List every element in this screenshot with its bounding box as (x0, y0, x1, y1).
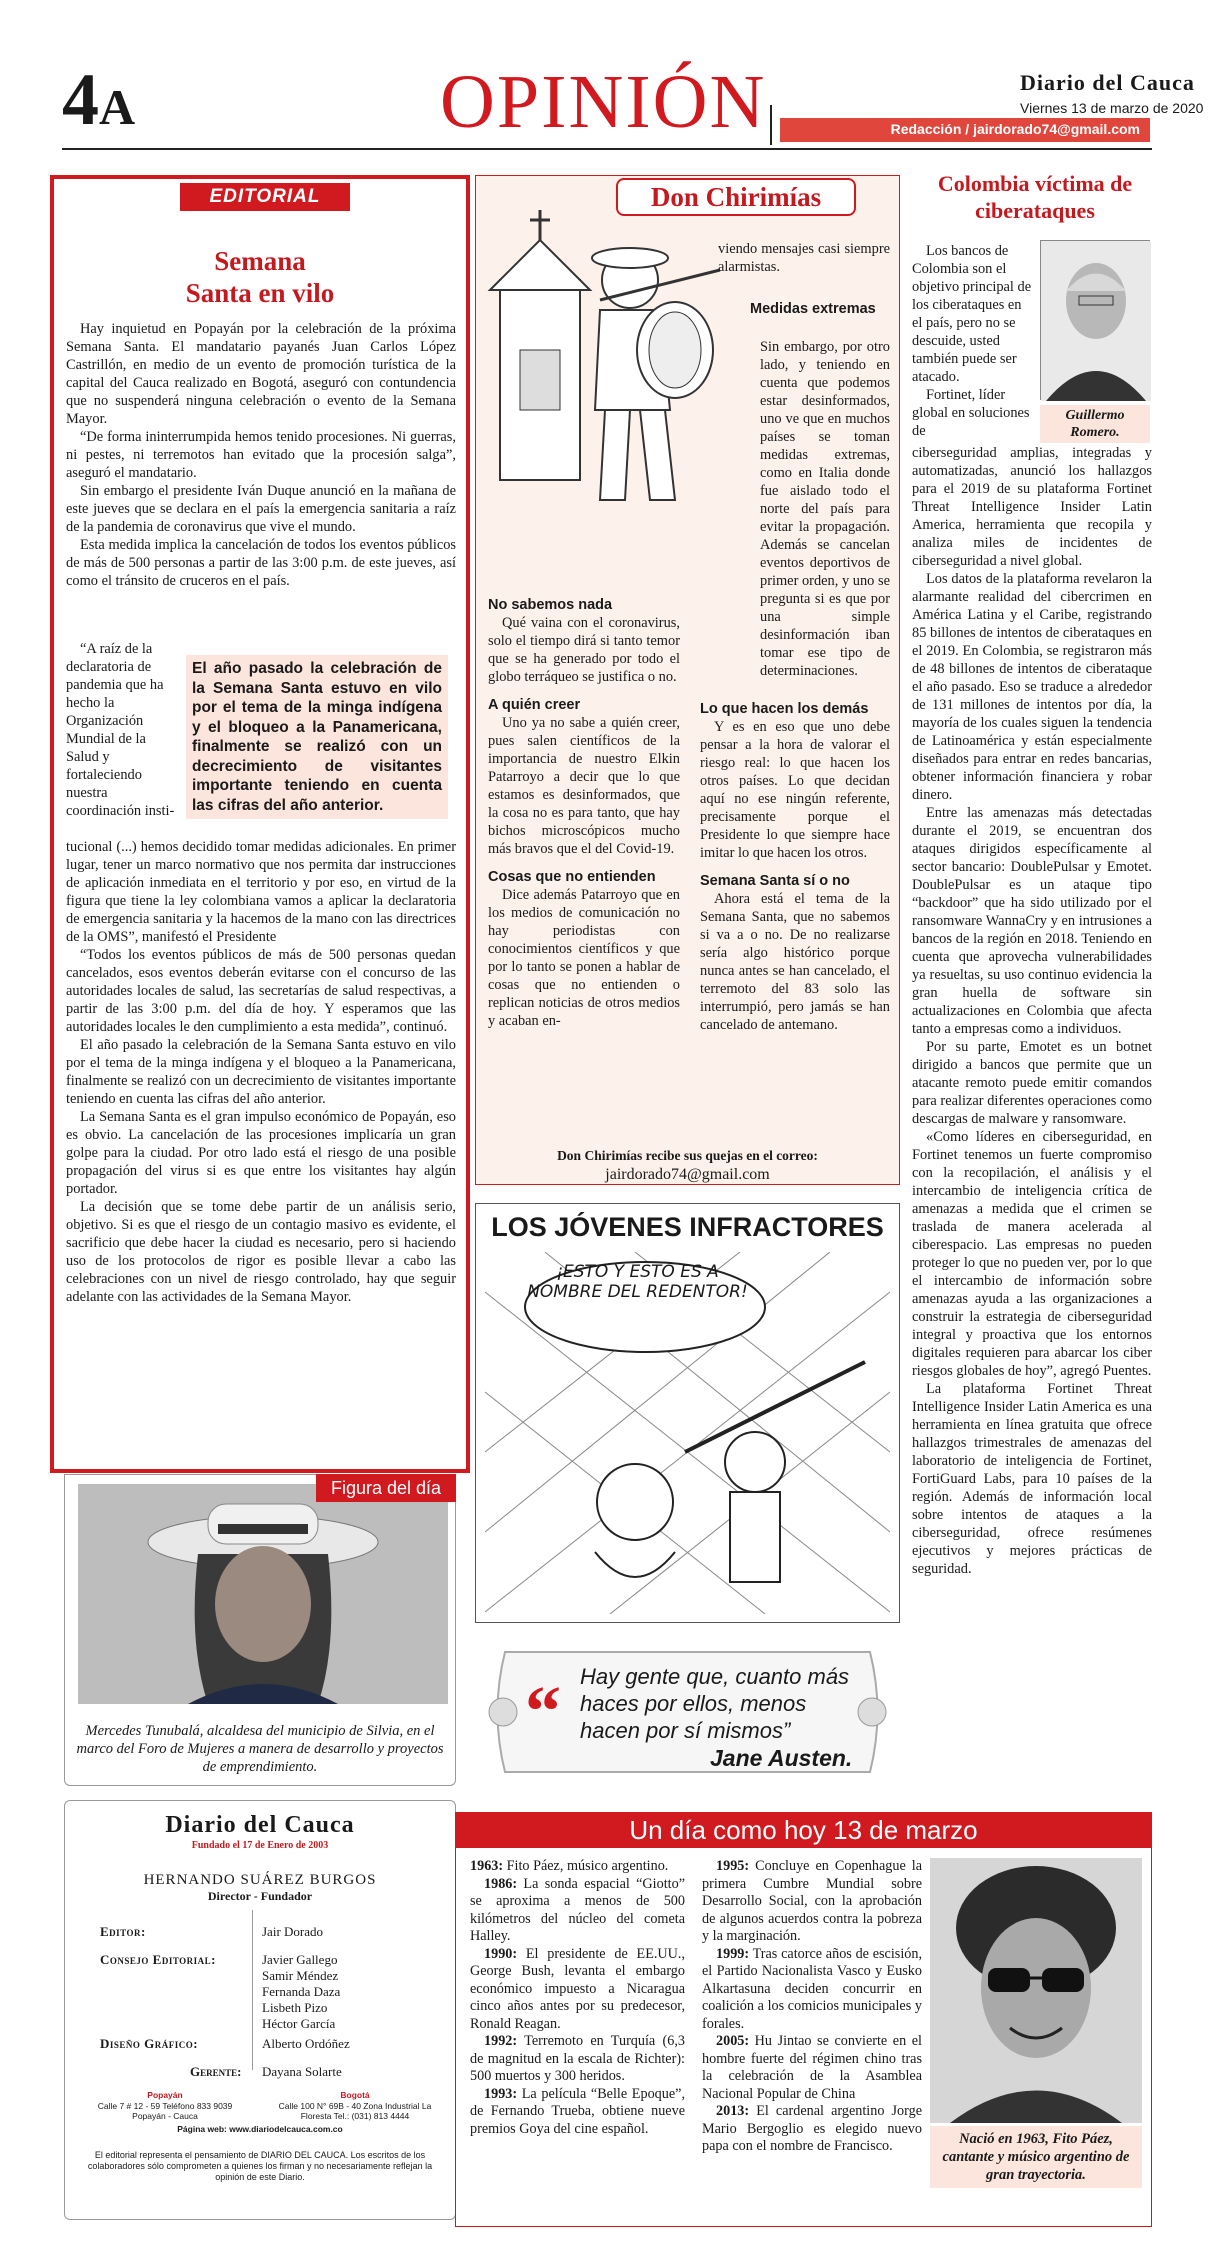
hoy-middle-column (702, 1858, 922, 2156)
quote-text: Hay gente que, cuanto más haces por ellos, menos hacen por sí mismos” (580, 1664, 850, 1743)
section-title: OPINIÓN (440, 60, 767, 144)
masthead-diseno-label: Diseño Gráfico: (100, 2036, 199, 2051)
hoy-entry: 1990: El presidente de EE.UU., George Bush, levanta el embargo económico impuesto a Nicaragua cinco años antes por su predecesor, Ronald Reagan. (470, 1945, 685, 2032)
chirimias-paragraph: Ahora está el tema de la Semana Santa, que no sabemos si va a o no. De no realizarse sería algo histórico porque nunca antes se han cancelado, el terremoto del 83 solo las interrumpió, pero jamás se han cancelado de antemano. (700, 891, 890, 1033)
hoy-entry: 2013: El cardenal argentino Jorge Mario Bergoglio es elegido nuevo papa con el nombre de Francisco. (702, 2103, 922, 2154)
chirimias-left-column (488, 596, 680, 1030)
hoy-entry: 1993: La película “Belle Epoque”, de Fernando Trueba, obtiene nueve premios Goya del cine español. (470, 2085, 685, 2137)
hoy-entry: 2005: Hu Jintao se convierte en el hombre fuerte del régimen chino tras la celebración de la Asamblea Nacional Popular de China (702, 2033, 922, 2102)
column-paragraph: Entre las amenazas más detectadas durante el 2019, se encuentran dos ataques dirigidos específicamente al sector bancario: DoublePulsar y Emotet. DoublePulsar es un ataque tipo “backdoor” que ha sido utilizado por el ransomware WannaCry y en intrusiones a bancos de la región en 2018. Teniendo en cuenta que aprovecha vulnerabilidades ya resueltas, su uso continuo evidencia la gran huella de software sin actualizaciones en Colombia que afecta tanto a empresas como a individuos. (912, 805, 1152, 1037)
column-title: Colombia víctima de ciberataques (937, 171, 1133, 223)
chirimias-heading: Lo que hacen los demás (700, 701, 869, 717)
hoy-entry: 1995: Concluye en Copenhague la primera Cumbre Mundial sobre Desarrollo Social, con la aprobación de algunos acuerdos contra la pobreza y la marginación. (702, 1858, 922, 1944)
hoy-photo (930, 1858, 1142, 2123)
column-body (912, 444, 1152, 1578)
masthead-founded: Fundado el 17 de Enero de 2003 (191, 1840, 329, 1851)
hoy-caption: Nació en 1963, Fito Páez, cantante y músico argentino de gran trayectoria. (930, 2126, 1142, 2188)
masthead-gerente-label: Gerente: (190, 2064, 242, 2079)
chirimias-footer: Don Chirimías recibe sus quejas en el correo: (557, 1148, 818, 1163)
chirimias-heading: Semana Santa sí o no (700, 873, 850, 889)
masthead-diseno: Alberto Ordóñez (262, 2036, 350, 2051)
editorial-paragraph: La Semana Santa es el gran impulso económico de Popayán, eso es obvio. La cancelación de las procesiones implicaría un gran golpe para la ciudad. Por otro lado está el riesgo de una posible propagación del virus si es que entre los visitantes hay algún portador. (66, 1109, 456, 1197)
chirimias-title: Don Chirimías (616, 178, 856, 216)
editorial-pullquote: El año pasado la celebración de la Semana Santa estuvo en vilo por el tema de la minga indígena y el bloqueo a la Panamericana, finalmente se realizó con un decrecimiento de visitantes importante teniendo en cuenta las cifras del año anterior. (186, 655, 448, 819)
chirimias-email-link[interactable]: jairdorado74@gmail.com (605, 1166, 770, 1183)
column-paragraph: La plataforma Fortinet Threat Intelligence Insider Latin America es una herramienta en línea gratuita que ofrece hallazgos trimestrales de amenazas del laboratorio de inteligencia de Fortinet, FortiGuard Labs, para 10 países de la región. Además de información local sobre intentos de ataques a la ciberseguridad, ofrece resúmenes ejecutivos y mejores prácticas de seguridad. (912, 1381, 1152, 1577)
chirimias-right-column (700, 700, 890, 1034)
masthead-editor-label: Editor: (100, 1924, 146, 1939)
header-rule (62, 148, 1152, 150)
masthead-consejo-list: Javier Gallego Samir Méndez Fernanda Daza Lisbeth Pizo Héctor García (262, 1952, 341, 2031)
quote-mark-icon: “ (525, 1671, 561, 1751)
editorial-body-top (66, 320, 456, 590)
caricature-drawing (485, 1252, 890, 1614)
editorial-paragraph: Sin embargo el presidente Iván Duque anunció en la mañana de este jueves que se declara en el país la emergencia sanitaria a raíz de la pandemia de coronavirus que vive el mundo. (66, 483, 456, 535)
editorial-paragraph: tucional (...) hemos decidido tomar medidas adicionales. En primer lugar, tener un marco normativo que nos permita dar instrucciones de aplicación inmediata en el territorio y por eso, en virtud de la figura que tiene la ley colombiana vamos a aplicar la declaratoria de emergencia sanitaria y la hacemos de la mano con las directrices de la OMS”, manifestó el Presidente (66, 839, 456, 945)
hoy-entry: 1999: Tras catorce años de escisión, el Partido Nacionalista Vasco y Eusko Alkartasuna deciden concurrir en coalición a los comicios municipales y forales. (702, 1945, 922, 2032)
masthead-addresses: Popayán Calle 7 # 12 - 59 Teléfono 833 9039 Popayán - Cauca Bogotá Calle 100 N° 69B - 40 Zona Industrial La Floresta Tel.: (031) 813 4444 Página web: www.diariodelcauca.com.co (80, 2090, 440, 2134)
hoy-left-column (470, 1858, 685, 2138)
editorial-title: Semana Santa en vilo (185, 246, 335, 308)
hoy-entry: 1992: Terremoto en Turquía (6,3 de magnitud en la escala de Richter): 500 muertos y 300 heridos. (470, 2033, 685, 2084)
column-paragraph: ciberseguridad amplias, integradas y automatizadas, anunció los hallazgos para el 2019 de su plataforma Fortinet Threat Intelligence Insider Latin America, herramienta que recopila y analiza miles de incidentes de ciberseguridad a nivel global. (912, 445, 1152, 569)
chirimias-paragraph: Y es en eso que uno debe pensar a la hora de valorar el riesgo real: lo que hacen los otros países. Lo que decidan aquí no ese ningún referente, precisamente porque el Presidente lo que siempre hace imitar lo que hacen los otros. (700, 719, 890, 861)
caricature-title: LOS JÓVENES INFRACTORES (491, 1212, 884, 1242)
column-narrow-text: Los bancos de Colombia son el objetivo principal de los ciberataques en el país, pero no se descuide, usted también puede ser atacado. Fortinet, líder global en soluciones de (912, 243, 1032, 439)
chirimias-medidas: Sin embargo, por otro lado, y teniendo en cuenta que podemos estar desinformados, uno ve que en muchos países se toman medidas extremas, como en Italia donde fue aislado todo el norte del país para evitar la propagación. Además se cancelan eventos deportivos de primer orden, y uno se pregunta si es que por una simple desinformación iban tomar ese tipo de determinaciones. (760, 339, 890, 679)
masthead-gerente: Dayana Solarte (262, 2064, 342, 2079)
masthead-logo: Diario del Cauca (165, 1812, 355, 1838)
newspaper-logo: Diario del Cauca (1020, 70, 1195, 95)
hoy-entry: 1986: La sonda espacial “Giotto” se aproxima a menos de 500 kilómetros del núcleo del cometa Halley. (470, 1875, 685, 1944)
columnist-name: Guillermo Romero. (1040, 405, 1150, 443)
chirimias-intro: viendo mensajes casi siempre alarmistas. (718, 241, 890, 275)
chirimias-heading: No sabemos nada (488, 597, 613, 613)
editorial-paragraph: “De forma ininterrumpida hemos tenido procesiones. Ni guerras, ni pestes, ni terremotos han evitado que la procesión salga”, aseguró el mandatario. (66, 429, 456, 481)
column-paragraph: «Como líderes en ciberseguridad, en Fortinet tenemos un fuerte compromiso con la recopilación, el análisis y el intercambio de inteligencia crítica de amenazas a medida que el crimen se traslada de manera acelerada al ciberespacio. Las empresas no pueden proteger lo que no pueden ver, por lo que el intercambio de información sobre amenazas ayuda a las organizaciones a construir la estrategia de ciberseguridad integral y proactiva que los entornos digitales requieren para abarcar los ciber riesgos globales de hoy”, agregó Puentes. (912, 1129, 1152, 1379)
figura-tag: Figura del día (316, 1474, 456, 1502)
masthead-divider (252, 1910, 253, 2070)
chirimias-paragraph: Uno ya no sabe a quién creer, pues salen científicos de la importancia de nuestro Elkin Patarroyo a decir que lo que estamos es desinformados, que la cosa no es para tanto, que hay bichos microscópicos mucho más bravos que el del Covid-19. (488, 715, 680, 857)
editorial-body-bottom (66, 838, 456, 1306)
chirimias-medidas-heading: Medidas extremas (750, 301, 876, 317)
chirimias-paragraph: Qué vaina con el coronavirus, solo el tiempo dirá si tanto temor que se ha generado por todo el globo terráqueo se justifica o no. (488, 615, 680, 685)
editorial-paragraph: Hay inquietud en Popayán por la celebración de la próxima Semana Santa. El mandatario payanés Juan Carlos López Castrillón, en medio de un evento de promoción turística de la capital del Cauca realizado en Bogotá, aseguró con contundencia que no suspenderá ninguna celebración o evento de la Semana Mayor. (66, 321, 456, 427)
hoy-entry: 1963: Fito Páez, músico argentino. (470, 1858, 669, 1874)
quote-author: Jane Austen. (710, 1745, 853, 1771)
column-paragraph: Por su parte, Emotet es un botnet dirigido a bancos que permite que un atacante remoto puede emitir comandos para realizar diferentes operaciones como descargas de malware y ransomware. (912, 1039, 1152, 1127)
figura-caption: Mercedes Tunubalá, alcaldesa del municipio de Silvia, en el marco del Foro de Mujeres a manera de desarrollo y proyectos de emprendimiento. (76, 1723, 444, 1775)
chirimias-heading: Cosas que no entienden (488, 869, 656, 885)
editorial-narrow-text: “A raíz de la declaratoria de pandemia que ha hecho la Organización Mundial de la Salud y fortaleciendo nuestra coordinación insti- (66, 641, 175, 819)
editorial-paragraph: El año pasado la celebración de la Semana Santa estuvo en vilo por el tema de la minga indígena y el bloqueo a la Panamericana, finalmente se realizó con un decrecimiento de visitantes importante teniendo en cuenta las cifras del año anterior. (66, 1037, 456, 1107)
issue-date: Viernes 13 de marzo de 2020 (1020, 100, 1204, 116)
page-number: 4A (62, 59, 136, 141)
editorial-paragraph: “Todos los eventos públicos de más de 500 personas quedan cancelados, esos eventos deberán evitarse con el concurso de las autoridades locales de salud, las secretarías de salud respectivas, a partir de las 3:00 p.m. del día de hoy. Y esperamos que las autoridades locales le den cumplimiento a esta medida”, continuó. (66, 947, 456, 1035)
contact-bar[interactable]: Redacción / jairdorado74@gmail.com (780, 118, 1150, 142)
editorial-paragraph: Esta medida implica la cancelación de todos los eventos públicos de más de 500 personas a partir de las 3:00 p.m. de este jueves, así como el tránsito de cruceros en el país. (66, 537, 456, 589)
columnist-photo (1040, 240, 1150, 400)
editorial-paragraph: La decisión que se tome debe partir de un análisis serio, objetivo. Si es que el riesgo de un contagio masivo es evidente, el sacrificio que debe hacer la ciudad es necesario, pero si haciendo uso de los protocolos de rigor es posible llevar a cabo las celebraciones con un nivel de riesgo controlado, hay que seguir adelante con las actividades de la Semana Mayor. (66, 1199, 456, 1305)
chirimias-paragraph: Dice además Patarroyo que en los medios de comunicación no hay periodistas con conocimientos científicos y que por lo tanto se ponen a hablar de cosas que no entienden o replican noticias de otros medios y acaban en- (488, 887, 680, 1029)
hoy-title: Un día como hoy 13 de marzo (455, 1812, 1152, 1848)
header-divider (770, 105, 772, 145)
caricature-speech-bubble: ¡ESTO Y ESTO ES A NOMBRE DEL REDENTOR! (527, 1262, 748, 1302)
masthead-editor: Jair Dorado (262, 1924, 324, 1939)
editorial-tag: EDITORIAL (180, 183, 350, 211)
masthead-consejo-label: Consejo Editorial: (100, 1952, 216, 1967)
masthead-disclaimer: El editorial representa el pensamiento de DIARIO DEL CAUCA. Los escritos de los colaboradores sólo comprometen a quienes los firman y no necesariamente reflejan la opinión de este Diario. (87, 2150, 433, 2182)
chirimias-heading: A quién creer (488, 697, 581, 713)
figura-photo (78, 1484, 448, 1704)
masthead-founder-role: Director - Fundador (207, 1889, 313, 1903)
masthead-founder: HERNANDO SUÁREZ BURGOS (143, 1872, 377, 1888)
masthead-web-link[interactable]: Página web: www.diariodelcauca.com.co (177, 2123, 343, 2134)
column-paragraph: Los datos de la plataforma revelaron la alarmante realidad del cibercrimen en América Latina y el Caribe, registrando 85 billones de intentos de ciberataques en el 2019. En Colombia, se registraron más de 48 billones de intentos de ciberataque el año pasado. Eso se traduce a alrededor de 131 millones de intentos por día, la mayoría de los cuales siguen la tendencia de Latinoamérica y están especialmente diseñados para entrar en redes bancarias, obtener información financiera y robar dinero. (912, 571, 1152, 803)
